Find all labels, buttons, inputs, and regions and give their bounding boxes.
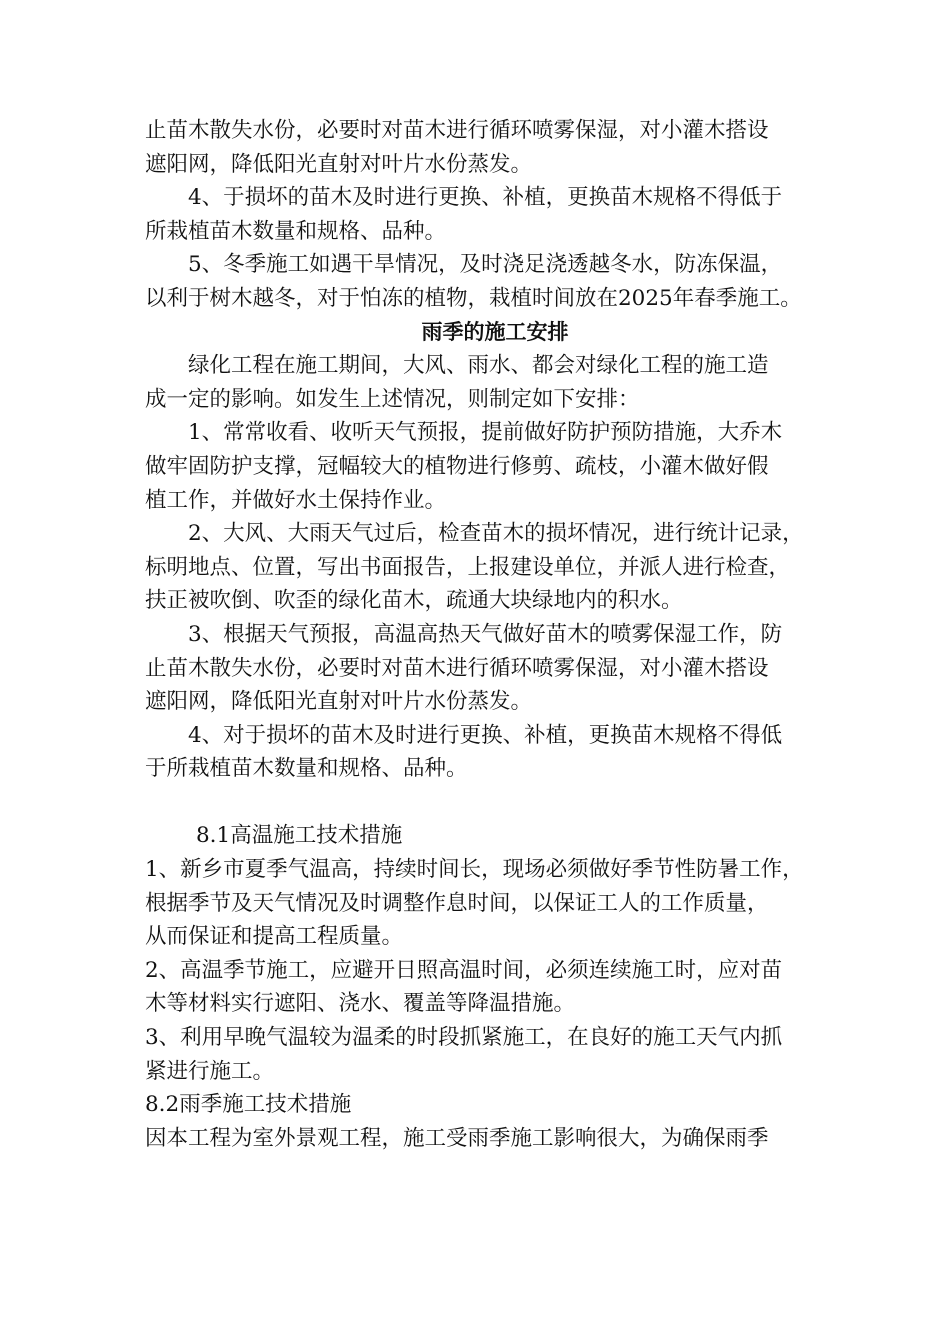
paragraph-line: 植工作，并做好水土保持作业。 bbox=[145, 487, 447, 513]
paragraph-line: 4、于损坏的苗木及时进行更换、补植，更换苗木规格不得低于 bbox=[188, 185, 783, 211]
paragraph-line: 3、利用早晚气温较为温柔的时段抓紧施工，在良好的施工天气内抓 bbox=[145, 1025, 783, 1051]
paragraph-line: 于所栽植苗木数量和规格、品种。 bbox=[145, 756, 468, 782]
paragraph-line: 标明地点、位置，写出书面报告，上报建设单位，并派人进行检查， bbox=[145, 554, 791, 580]
document-page bbox=[145, 114, 835, 1155]
paragraph-line: 因本工程为室外景观工程，施工受雨季施工影响很大，为确保雨季 bbox=[145, 1125, 769, 1151]
paragraph-line: 遮阳网，降低阳光直射对叶片水份蒸发。 bbox=[145, 689, 533, 715]
paragraph-line: 成一定的影响。如发生上述情况，则制定如下安排： bbox=[145, 386, 640, 412]
paragraph-line: 紧进行施工。 bbox=[145, 1058, 275, 1084]
subsection-heading: 8.1高温施工技术措施 bbox=[196, 823, 403, 849]
section-heading: 雨季的施工安排 bbox=[421, 319, 569, 344]
paragraph-line: 从而保证和提高工程质量。 bbox=[145, 924, 404, 950]
paragraph-line: 所栽植苗木数量和规格、品种。 bbox=[145, 218, 447, 244]
paragraph-line: 3、根据天气预报，高温高热天气做好苗木的喷雾保湿工作，防 bbox=[188, 621, 783, 647]
paragraph-line: 做牢固防护支撑，冠幅较大的植物进行修剪、疏枝，小灌木做好假 bbox=[145, 453, 769, 479]
paragraph-line: 1、新乡市夏季气温高，持续时间长，现场必须做好季节性防暑工作， bbox=[145, 857, 804, 883]
paragraph-line: 根据季节及天气情况及时调整作息时间，以保证工人的工作质量， bbox=[145, 890, 769, 916]
paragraph-line: 木等材料实行遮阳、浇水、覆盖等降温措施。 bbox=[145, 991, 576, 1017]
paragraph-line: 止苗木散失水份，必要时对苗木进行循环喷雾保湿，对小灌木搭设 bbox=[145, 118, 769, 143]
paragraph-line: 扶正被吹倒、吹歪的绿化苗木，疏通大块绿地内的积水。 bbox=[145, 588, 683, 614]
paragraph-line: 5、冬季施工如遇干旱情况，及时浇足浇透越冬水，防冻保温， bbox=[188, 252, 783, 278]
paragraph-line: 遮阳网，降低阳光直射对叶片水份蒸发。 bbox=[145, 151, 533, 177]
subsection-heading: 8.2雨季施工技术措施 bbox=[145, 1092, 352, 1118]
paragraph-line: 以利于树木越冬，对于怕冻的植物，栽植时间放在2025年春季施工。 bbox=[145, 285, 802, 311]
paragraph-line: 2、高温季节施工，应避开日照高温时间，必须连续施工时，应对苗 bbox=[145, 957, 783, 983]
paragraph-line: 1、常常收看、收听天气预报，提前做好防护预防措施，大乔木 bbox=[188, 420, 783, 446]
paragraph-line: 绿化工程在施工期间，大风、雨水、都会对绿化工程的施工造 bbox=[188, 353, 769, 379]
paragraph-line: 止苗木散失水份，必要时对苗木进行循环喷雾保湿，对小灌木搭设 bbox=[145, 655, 769, 681]
paragraph-line: 2、大风、大雨天气过后，检查苗木的损坏情况，进行统计记录， bbox=[188, 521, 804, 547]
blank-line bbox=[145, 786, 835, 820]
paragraph-line: 4、对于损坏的苗木及时进行更换、补植，更换苗木规格不得低 bbox=[188, 722, 783, 748]
